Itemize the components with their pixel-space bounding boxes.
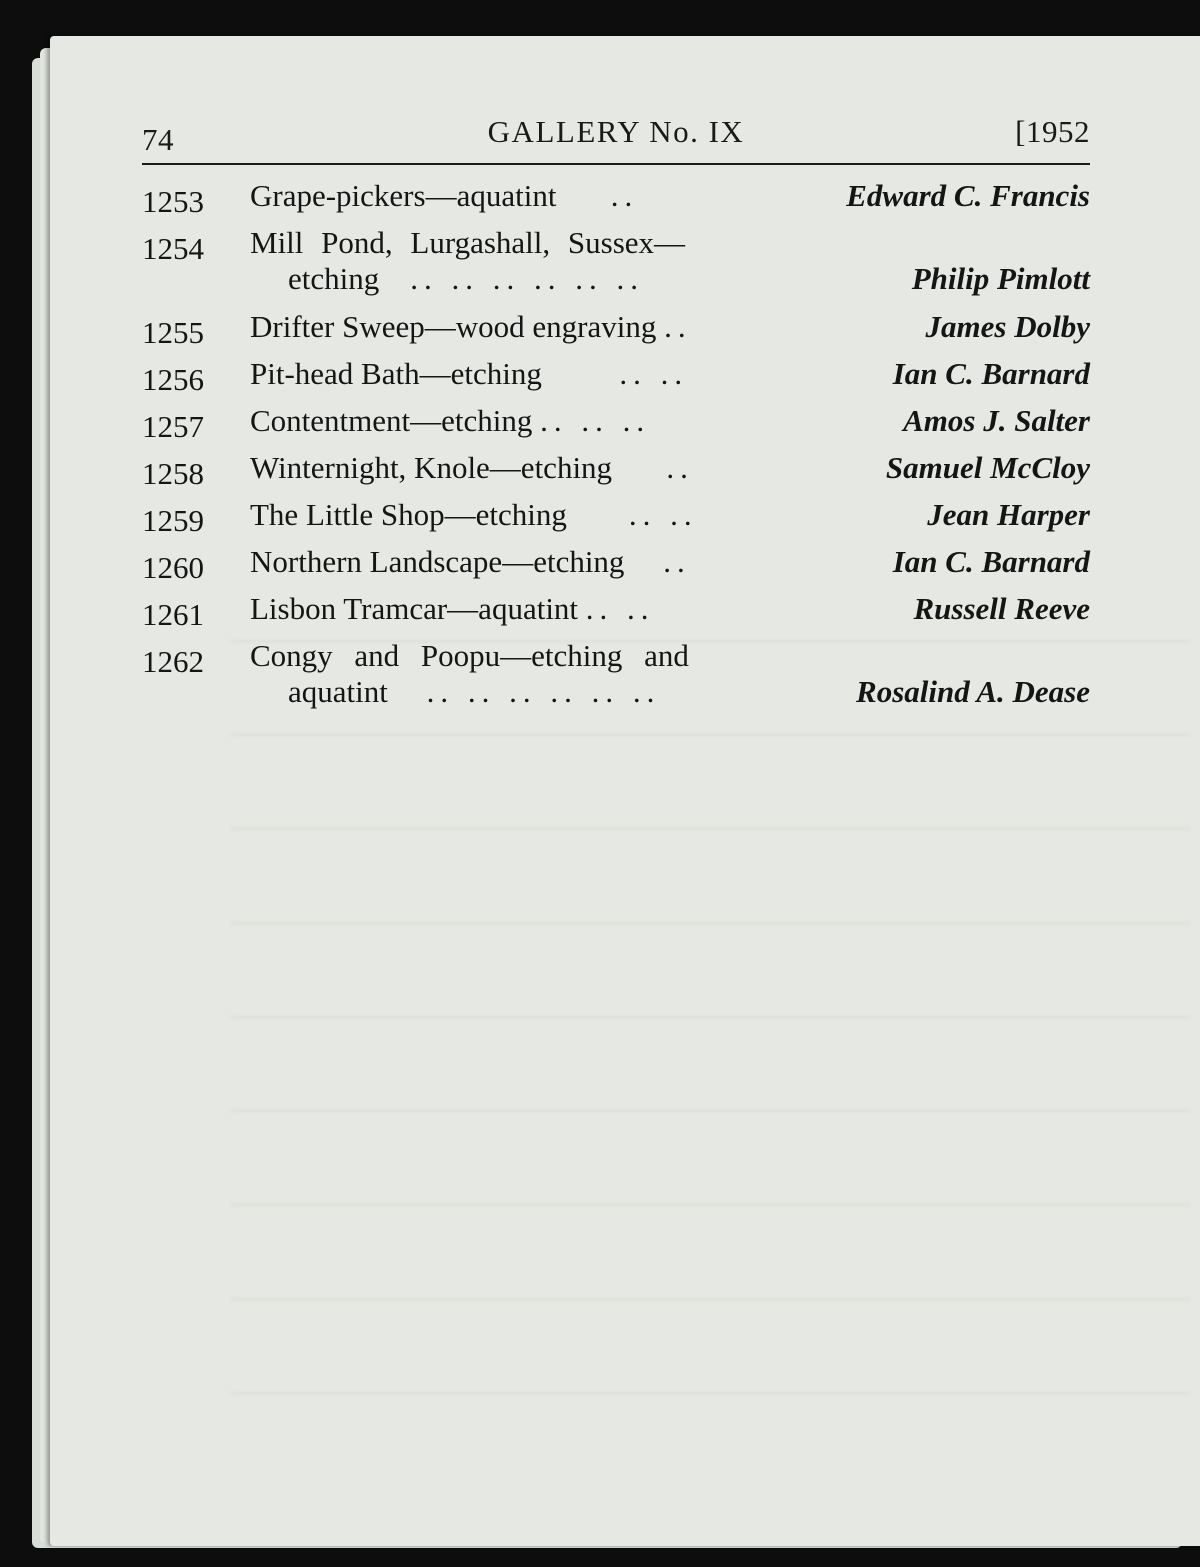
entry-title [250, 309, 692, 345]
entry-artist: Samuel McCloy [885, 450, 1090, 485]
entry-artist: Ian C. Barnard [892, 544, 1090, 579]
entry-artist: Ian C. Barnard [892, 356, 1090, 391]
dot-leaders: .. .. [619, 356, 689, 391]
catalogue-entries [142, 178, 1090, 722]
entry-artist: Rosalind A. Dease [856, 674, 1090, 709]
entry-number: 1259 [142, 503, 204, 538]
catalogue-entry [142, 591, 1090, 638]
entry-title: Congy and Poopu—etching and [250, 638, 689, 673]
entry-artist: Philip Pimlott [911, 261, 1090, 296]
entry-title-text: Grape-pickers—aquatint [250, 178, 557, 213]
catalogue-entry [142, 178, 1090, 225]
dot-leaders: .. .. .. .. .. .. [410, 261, 644, 296]
catalogue-entry [142, 544, 1090, 591]
entry-title-text: Contentment—etching [250, 403, 533, 438]
catalogue-entry [142, 403, 1090, 450]
page-number: 74 [142, 122, 174, 157]
entry-title-cont-text: etching [288, 261, 380, 296]
entry-title [250, 403, 650, 439]
dot-leaders: .. [666, 450, 694, 485]
running-head [142, 108, 1090, 158]
entry-number: 1261 [142, 597, 204, 632]
entry-artist: Jean Harper [927, 497, 1090, 532]
entry-title-cont-text: aquatint [288, 674, 388, 709]
entry-number: 1255 [142, 315, 204, 350]
entry-number: 1258 [142, 456, 204, 491]
catalogue-entry [142, 309, 1090, 356]
entry-title [250, 591, 655, 627]
dot-leaders: .. .. [585, 591, 655, 626]
dot-leaders: .. .. [628, 497, 698, 532]
dot-leaders: .. [664, 309, 692, 344]
entry-number: 1257 [142, 409, 204, 444]
entry-artist: Edward C. Francis [846, 178, 1090, 213]
entry-artist: Amos J. Salter [903, 403, 1090, 438]
entry-number: 1253 [142, 184, 204, 219]
entry-title-continued [288, 261, 644, 297]
catalogue-entry [142, 638, 1090, 722]
entry-title [250, 497, 698, 533]
catalogue-entry [142, 356, 1090, 403]
entry-title-text: Drifter Sweep—wood engraving [250, 309, 657, 344]
entry-number: 1262 [142, 644, 204, 679]
dot-leaders: .. .. .. [540, 403, 651, 438]
entry-title [250, 356, 688, 392]
entry-artist: James Dolby [925, 309, 1090, 344]
entry-title-text: Northern Landscape—etching [250, 544, 625, 579]
entry-title [250, 544, 691, 580]
catalogue-entry [142, 225, 1090, 309]
entry-number: 1254 [142, 231, 204, 266]
entry-title-continued [288, 674, 660, 710]
entry-title [250, 450, 694, 486]
entry-title [250, 178, 638, 214]
gallery-title: GALLERY No. IX [487, 114, 745, 149]
entry-title: Mill Pond, Lurgashall, Sussex— [250, 225, 686, 260]
dot-leaders: .. [610, 178, 639, 213]
entry-title-text: The Little Shop—etching [250, 497, 567, 532]
entry-artist: Russell Reeve [913, 591, 1090, 626]
header-rule [142, 163, 1090, 165]
year-label: [1952 [1015, 114, 1090, 149]
entry-title-text: Winternight, Knole—etching [250, 450, 613, 485]
entry-title-text: Lisbon Tramcar—aquatint [250, 591, 579, 626]
dot-leaders: .. [663, 544, 691, 579]
dot-leaders: .. .. .. .. .. .. [426, 674, 661, 709]
entry-title-text: Pit-head Bath—etching [250, 356, 542, 391]
entry-number: 1260 [142, 550, 204, 585]
catalogue-entry [142, 450, 1090, 497]
catalogue-entry [142, 497, 1090, 544]
entry-number: 1256 [142, 362, 204, 397]
